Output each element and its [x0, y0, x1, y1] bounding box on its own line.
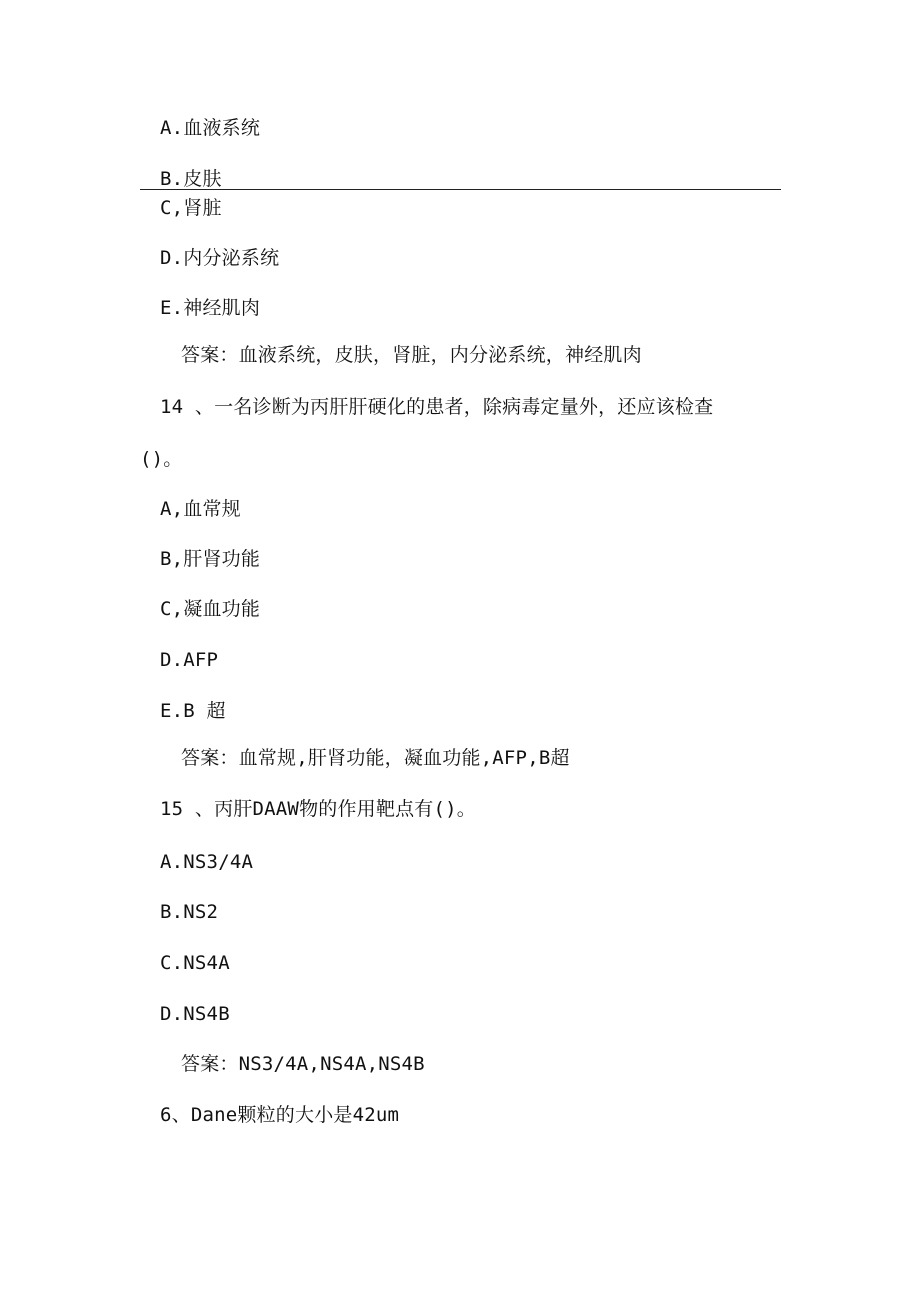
option-b: B.皮肤: [160, 168, 222, 190]
option-d: D.NS4B: [160, 1003, 230, 1025]
option-e: E.神经肌肉: [160, 297, 261, 319]
option-c: C,肾脏: [160, 197, 222, 219]
option-b: B.NS2: [160, 901, 219, 923]
answer-text: 答案：血液系统，皮肤，肾脏，内分泌系统，神经肌肉: [181, 344, 642, 366]
option-c: C.NS4A: [160, 952, 230, 974]
answer-text: 答案：血常规,肝肾功能，凝血功能,AFP,B超: [181, 747, 570, 769]
option-e: E.B 超: [160, 700, 226, 722]
question-stem: 14 、一名诊断为丙肝肝硬化的患者，除病毒定量外，还应该检查: [160, 396, 714, 418]
option-a: A.NS3/4A: [160, 851, 254, 873]
option-d: D.内分泌系统: [160, 247, 280, 269]
option-b: B,肝肾功能: [160, 548, 261, 570]
option-d: D.AFP: [160, 649, 219, 671]
answer-text: 答案：NS3/4A,NS4A,NS4B: [181, 1053, 425, 1075]
question-stem-continued: ()。: [140, 448, 183, 470]
horizontal-rule: [140, 189, 781, 190]
option-a: A,血常规: [160, 498, 241, 520]
option-a: A.血液系统: [160, 117, 261, 139]
question-stem: 6、Dane颗粒的大小是42um: [160, 1104, 400, 1126]
question-stem: 15 、丙肝DAAW物的作用靶点有()。: [160, 798, 476, 820]
option-c: C,凝血功能: [160, 598, 261, 620]
